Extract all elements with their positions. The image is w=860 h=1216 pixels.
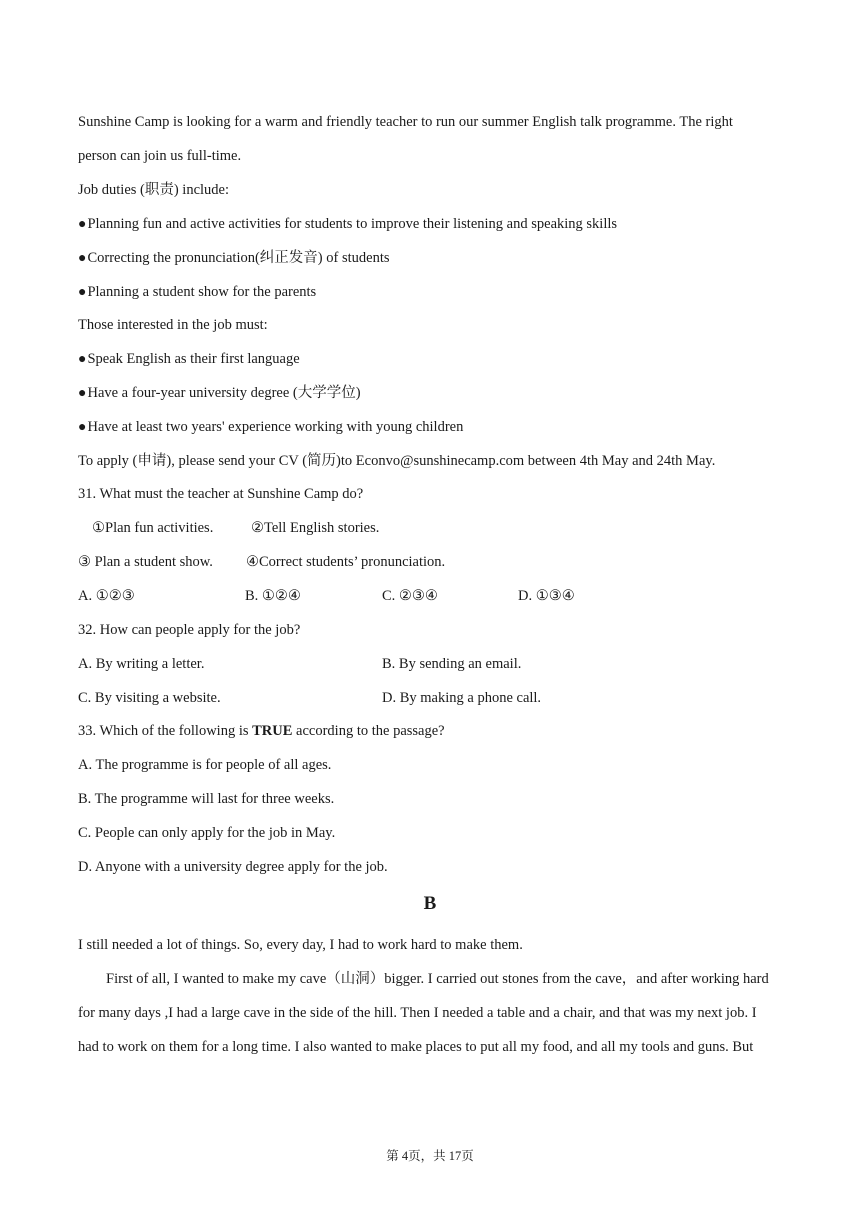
option-d[interactable]: D. Anyone with a university degree apply for the job.	[78, 859, 388, 875]
requirement-text: Have a four-year university degree (大学学位)	[87, 385, 361, 401]
duties-heading: Job duties (职责) include:	[78, 182, 230, 198]
question-31-stem: 31. What must the teacher at Sunshine Camp do?	[78, 486, 364, 502]
section-b-heading: B	[423, 893, 437, 914]
passage-a-intro-line-2: person can join us full-time.	[78, 148, 242, 164]
requirement-item	[78, 383, 786, 404]
passage-b-line-1: I still needed a lot of things. So, every day, I had to work hard to make them.	[78, 937, 523, 953]
duty-text: Planning a student show for the parents	[87, 284, 317, 300]
option-c[interactable]: C. People can only apply for the job in May.	[78, 825, 336, 841]
stem-text: 33. Which of the following is	[78, 723, 253, 739]
duty-item	[78, 282, 786, 303]
requirements-heading: Those interested in the job must:	[78, 317, 268, 333]
question-31-item: ③ Plan a student show.	[78, 554, 213, 570]
question-31-item: ④Correct students’ pronunciation.	[246, 554, 446, 570]
question-31-item: ①Plan fun activities.	[92, 520, 214, 536]
duty-text: Planning fun and active activities for students to improve their listening and speaking skills	[87, 216, 618, 232]
duty-text: Correcting the pronunciation(纠正发音) of students	[87, 250, 390, 266]
option-b[interactable]: B. ①②④	[245, 588, 301, 604]
duty-item	[78, 248, 786, 269]
requirement-item	[78, 349, 786, 370]
apply-instructions: To apply (申请), please send your CV (简历)to Econvo@sunshinecamp.com between 4th May and 24th May.	[78, 453, 716, 469]
option-a[interactable]: A. By writing a letter.	[78, 656, 205, 672]
passage-b-line-2: First of all, I wanted to make my cave（山洞）bigger. I carried out stones from the cave，and after working hard	[106, 971, 769, 987]
option-a[interactable]: A. The programme is for people of all ages.	[78, 757, 332, 773]
question-33-stem	[78, 721, 786, 741]
option-c[interactable]: C. ②③④	[382, 588, 438, 604]
passage-b-line-3: for many days ,I had a large cave in the side of the hill. Then I needed a table and a chair, and that was my next job. I	[78, 1005, 757, 1021]
option-b[interactable]: B. The programme will last for three weeks.	[78, 791, 335, 807]
requirement-text: Speak English as their first language	[87, 351, 300, 367]
question-32-stem: 32. How can people apply for the job?	[78, 622, 301, 638]
option-b[interactable]: B. By sending an email.	[382, 656, 522, 672]
option-d[interactable]: D. ①③④	[518, 588, 575, 604]
requirement-item	[78, 417, 786, 438]
passage-a-intro-line-1: Sunshine Camp is looking for a warm and friendly teacher to run our summer English talk programme. The right	[78, 114, 733, 130]
passage-b-line-4: had to work on them for a long time. I also wanted to make places to put all my food, and all my tools and guns. But	[78, 1039, 754, 1055]
option-d[interactable]: D. By making a phone call.	[382, 690, 542, 706]
option-c[interactable]: C. By visiting a website.	[78, 690, 221, 706]
requirement-text: Have at least two years' experience working with young children	[87, 419, 464, 435]
duty-item	[78, 214, 786, 235]
stem-emphasis: TRUE	[252, 723, 293, 739]
option-a[interactable]: A. ①②③	[78, 588, 135, 604]
question-31-item: ②Tell English stories.	[251, 520, 380, 536]
page-number-footer: 第 4页，共 17页	[386, 1149, 474, 1163]
stem-text: according to the passage?	[292, 723, 445, 739]
